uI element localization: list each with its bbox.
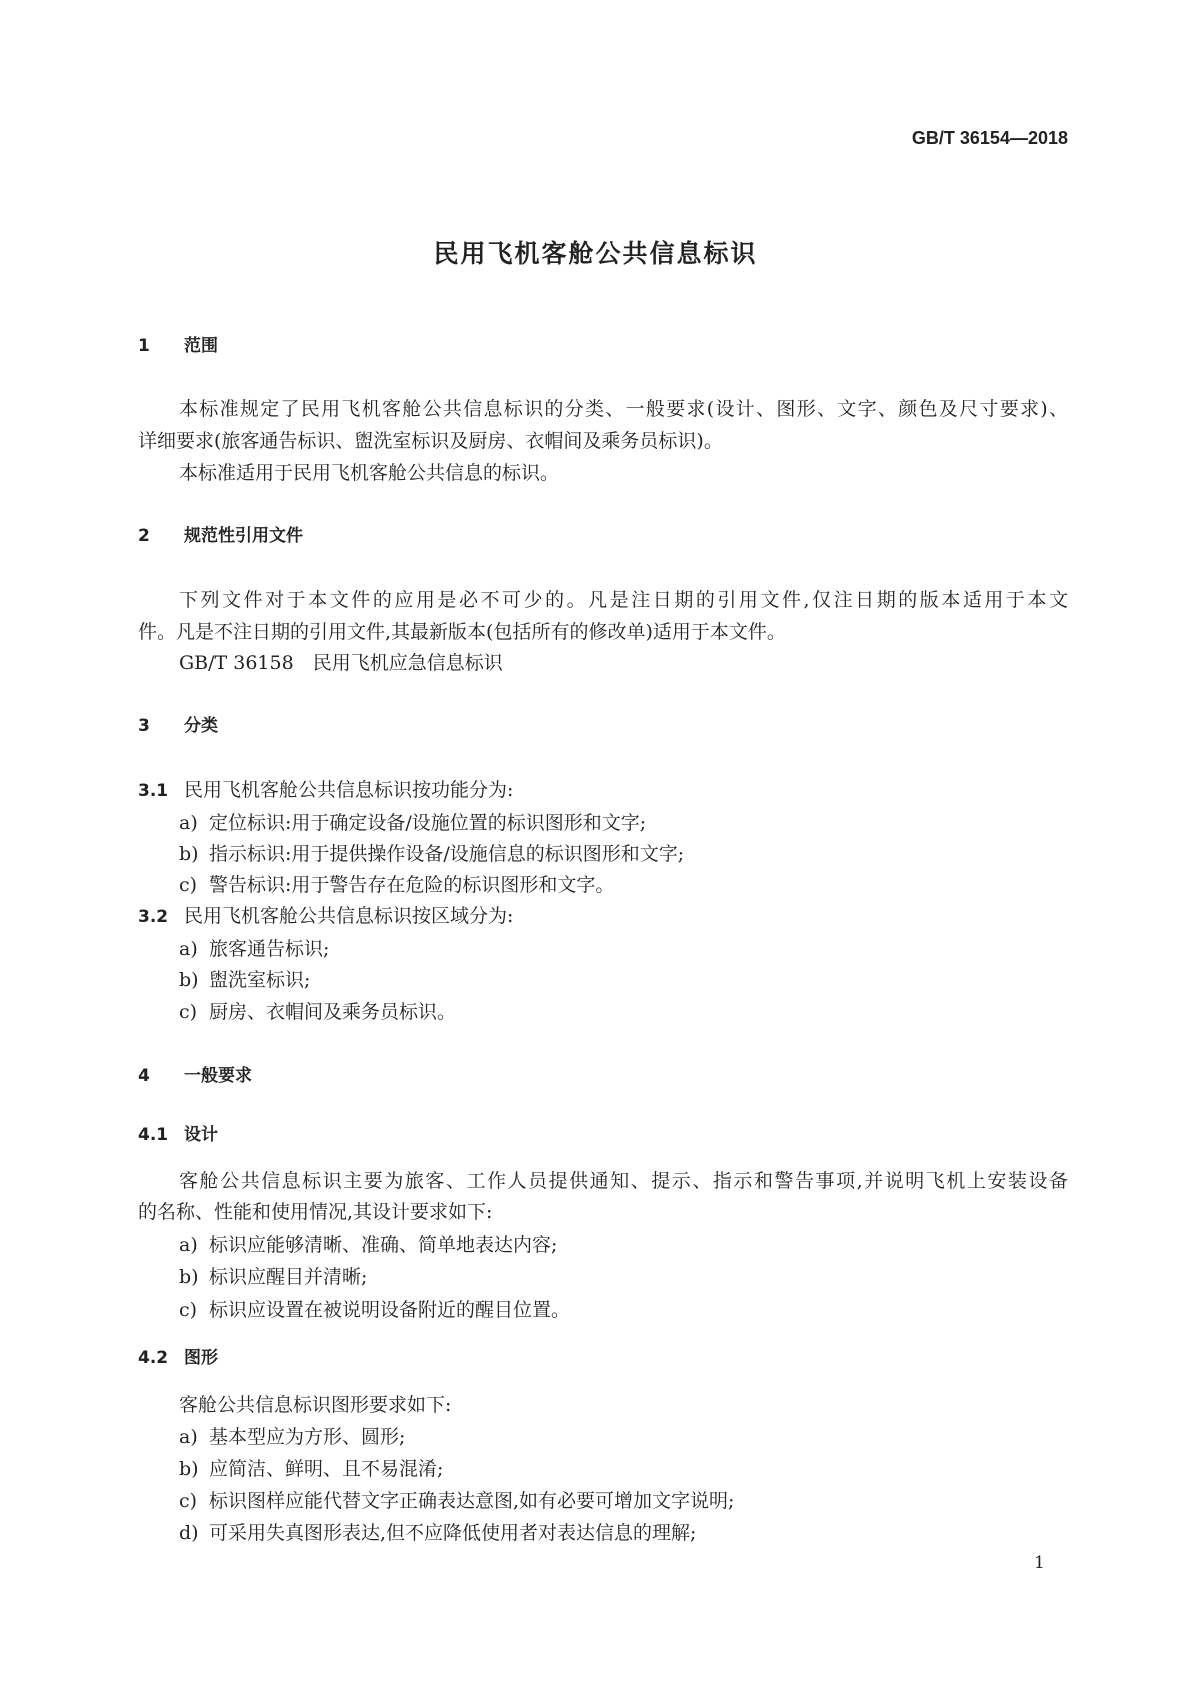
clause-3-2 — [138, 904, 513, 929]
clause-number: 3.2 — [138, 907, 169, 927]
paragraph-line: 下列文件对于本文件的应用是必不可少的。凡是注日期的引用文件,仅注日期的版本适用于本文 — [179, 589, 1068, 611]
section-4-heading — [138, 1064, 252, 1088]
list-marker: b) — [179, 969, 199, 991]
clause-number: 4.2 — [138, 1348, 169, 1368]
paragraph-line: 详细要求(旅客通告标识、盥洗室标识及厨房、衣帽间及乘务员标识)。 — [138, 430, 723, 452]
clause-title: 设计 — [184, 1125, 218, 1145]
list-item — [179, 873, 614, 897]
section-number: 4 — [138, 1066, 150, 1086]
paragraph-line: 件。凡是不注日期的引用文件,其最新版本(包括所有的修改单)适用于本文件。 — [138, 621, 786, 643]
list-item — [179, 1457, 443, 1481]
reference-title: 民用飞机应急信息标识 — [312, 652, 503, 674]
section-2-heading — [138, 524, 303, 548]
section-title: 规范性引用文件 — [184, 526, 303, 546]
section-title: 范围 — [184, 336, 218, 356]
document-title: 民用飞机客舱公共信息标识 — [433, 239, 758, 268]
clause-number: 3.1 — [138, 781, 169, 801]
list-text: 标识图样应能代替文字正确表达意图,如有必要可增加文字说明; — [209, 1490, 735, 1512]
list-item — [179, 1265, 367, 1289]
list-marker: a) — [179, 1426, 198, 1448]
list-marker: c) — [179, 1299, 198, 1321]
list-item — [179, 937, 329, 961]
section-1-heading — [138, 334, 218, 358]
list-marker: c) — [179, 1001, 198, 1023]
clause-text: 民用飞机客舱公共信息标识按区域分为: — [184, 905, 514, 927]
list-marker: a) — [179, 1234, 198, 1256]
list-marker: c) — [179, 874, 198, 896]
section-title: 分类 — [184, 716, 218, 736]
list-item — [179, 1298, 570, 1322]
list-text: 指示标识:用于提供操作设备/设施信息的标识图形和文字; — [209, 843, 685, 865]
clause-4-2-heading — [138, 1346, 218, 1370]
list-item — [179, 1233, 557, 1257]
section-3-heading — [138, 714, 218, 738]
paragraph-line: 本标准适用于民用飞机客舱公共信息的标识。 — [179, 462, 560, 484]
reference-code: GB/T 36158 — [179, 652, 294, 674]
clause-3-1 — [138, 778, 513, 803]
list-text: 标识应设置在被说明设备附近的醒目位置。 — [209, 1299, 571, 1321]
paragraph-line: 客舱公共信息标识主要为旅客、工作人员提供通知、提示、指示和警告事项,并说明飞机上安装设备 — [179, 1170, 1068, 1192]
list-text: 应简洁、鲜明、且不易混淆; — [209, 1458, 444, 1480]
normative-reference — [179, 651, 503, 675]
list-text: 警告标识:用于警告存在危险的标识图形和文字。 — [209, 874, 615, 896]
section-number: 1 — [138, 336, 150, 356]
list-marker: a) — [179, 938, 198, 960]
list-marker: b) — [179, 1458, 199, 1480]
list-marker: d) — [179, 1522, 199, 1544]
clause-text: 民用飞机客舱公共信息标识按功能分为: — [184, 779, 514, 801]
list-text: 标识应能够清晰、准确、简单地表达内容; — [209, 1234, 558, 1256]
section-number: 3 — [138, 716, 150, 736]
list-item — [179, 811, 646, 835]
list-item — [179, 968, 310, 992]
list-text: 厨房、衣帽间及乘务员标识。 — [209, 1001, 457, 1023]
paragraph-line: 本标准规定了民用飞机客舱公共信息标识的分类、一般要求(设计、图形、文字、颜色及尺寸要求)、 — [179, 398, 1068, 420]
list-text: 盥洗室标识; — [209, 969, 311, 991]
section-title: 一般要求 — [184, 1066, 252, 1086]
list-marker: c) — [179, 1490, 198, 1512]
clause-title: 图形 — [184, 1348, 218, 1368]
list-text: 可采用失真图形表达,但不应降低使用者对表达信息的理解; — [209, 1522, 697, 1544]
list-marker: b) — [179, 843, 199, 865]
list-item — [179, 1000, 456, 1024]
page-number: 1 — [1034, 1553, 1045, 1573]
clause-number: 4.1 — [138, 1125, 169, 1145]
list-marker: b) — [179, 1266, 199, 1288]
list-marker: a) — [179, 812, 198, 834]
list-item — [179, 1521, 696, 1545]
standard-number: GB/T 36154—2018 — [911, 128, 1068, 148]
list-item — [179, 1425, 405, 1449]
list-item — [179, 842, 684, 866]
list-item — [179, 1489, 734, 1513]
section-number: 2 — [138, 526, 150, 546]
list-text: 基本型应为方形、圆形; — [209, 1426, 406, 1448]
paragraph-line: 客舱公共信息标识图形要求如下: — [179, 1394, 452, 1416]
clause-4-1-heading — [138, 1123, 218, 1147]
list-text: 标识应醒目并清晰; — [209, 1266, 368, 1288]
list-text: 旅客通告标识; — [209, 938, 330, 960]
paragraph-line: 的名称、性能和使用情况,其设计要求如下: — [138, 1201, 493, 1223]
list-text: 定位标识:用于确定设备/设施位置的标识图形和文字; — [209, 812, 647, 834]
